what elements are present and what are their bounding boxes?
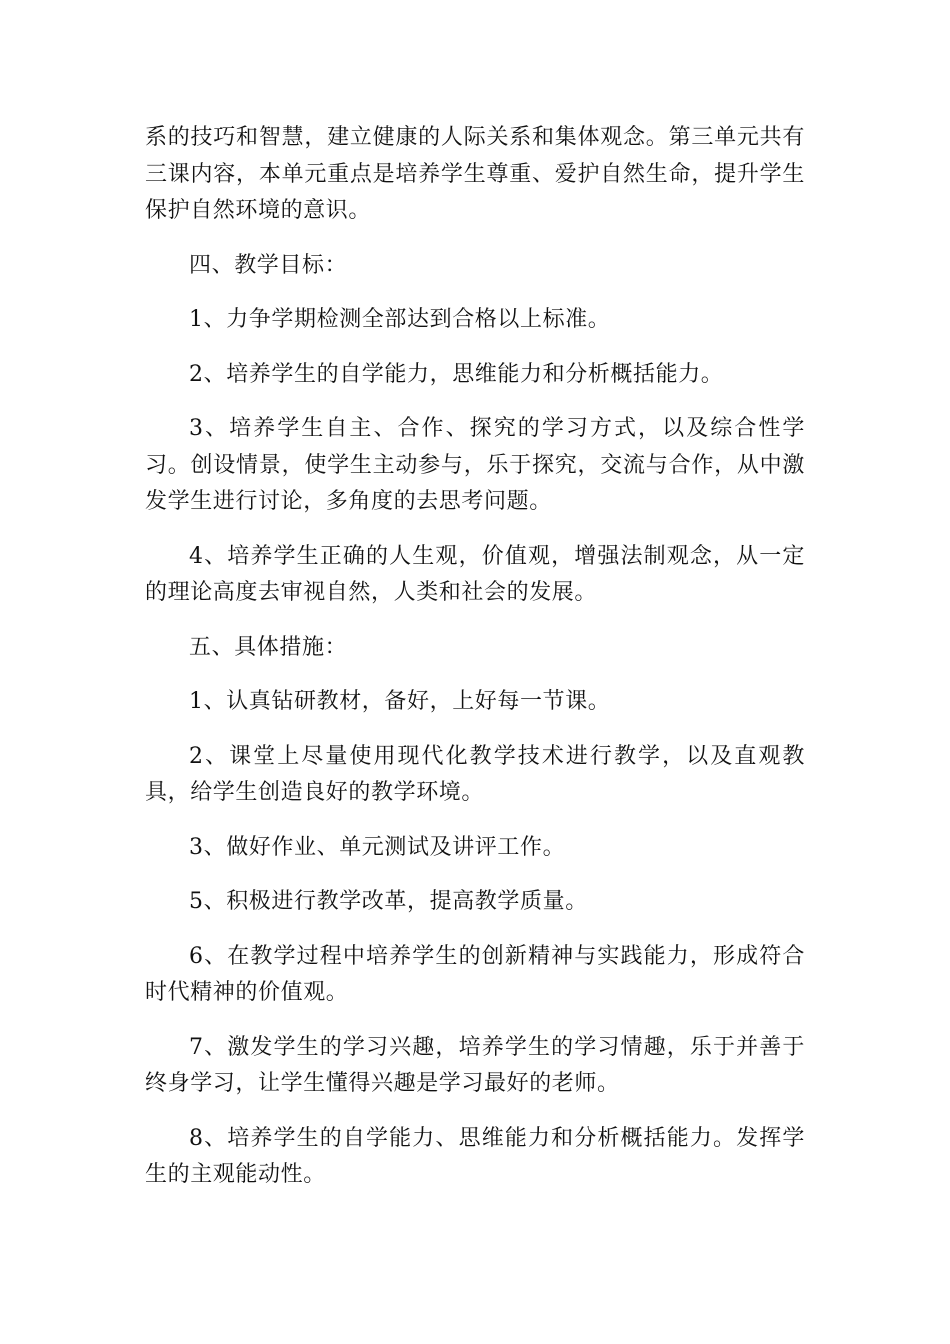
- measure-item-8: 8、培养学生的自学能力、思维能力和分析概括能力。发挥学生的主观能动性。: [145, 1125, 805, 1187]
- goal-item-2: 2、培养学生的自学能力，思维能力和分析概括能力。: [189, 361, 724, 387]
- measure-item-7: 7、激发学生的学习兴趣，培养学生的学习情趣，乐于并善于终身学习，让学生懂得兴趣是学习最好的老师。: [145, 1034, 805, 1096]
- goal-item-1: 1、力争学期检测全部达到合格以上标准。: [189, 307, 611, 332]
- measure-item-2: 2、课堂上尽量使用现代化教学技术进行教学，以及直观教具，给学生创造良好的教学环境。: [145, 743, 805, 805]
- goal-item-3: 3、培养学生自主、合作、探究的学习方式，以及综合性学习。创设情景，使学生主动参与，乐于探究，交流与合作，从中激发学生进行讨论，多角度的去思考问题。: [145, 416, 805, 514]
- measure-item-6: 6、在教学过程中培养学生的创新精神与实践能力，形成符合时代精神的价值观。: [145, 943, 805, 1005]
- measure-item-1: 1、认真钻研教材，备好，上好每一节课。: [189, 689, 611, 714]
- goal-item-4: 4、培养学生正确的人生观，价值观，增强法制观念，从一定的理论高度去审视自然，人类和社会的发展。: [145, 543, 805, 605]
- measure-item-3: 3、做好作业、单元测试及讲评工作。: [189, 834, 566, 860]
- document-body: [145, 120, 805, 1212]
- heading-measures: 五、具体措施：: [189, 634, 348, 660]
- heading-teaching-goals: 四、教学目标：: [189, 252, 348, 278]
- paragraph-unit-summary: 系的技巧和智慧，建立健康的人际关系和集体观念。第三单元共有三课内容，本单元重点是培养学生尊重、爱护自然生命，提升学生保护自然环境的意识。: [145, 125, 805, 223]
- measure-item-5: 5、积极进行教学改革，提高教学质量。: [189, 889, 588, 914]
